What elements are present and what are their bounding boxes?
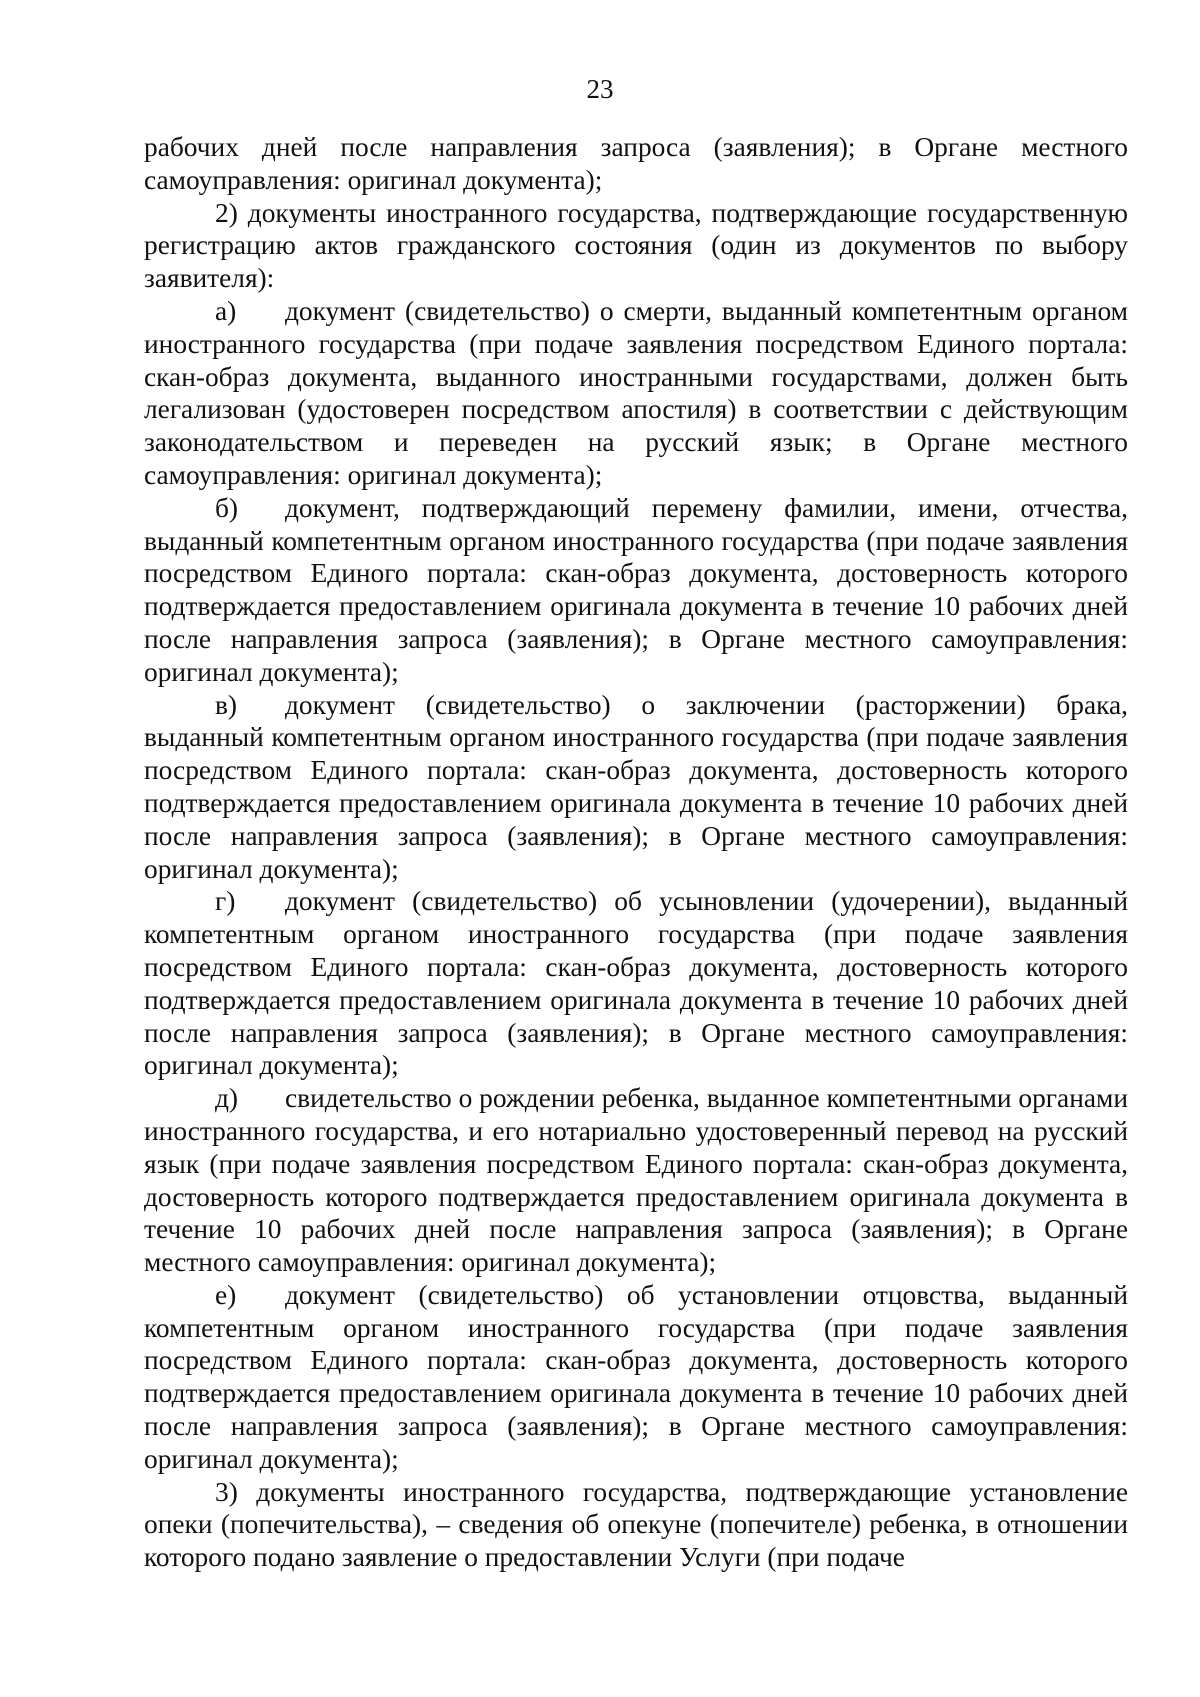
subitem-e-marker: е): [215, 1279, 237, 1310]
subitem-e: [144, 1279, 1128, 1476]
paragraph-item-2: 2) документы иностранного государства, подтверждающие государственную регистрацию актов гражданского состояния (один из документов по выбору заявителя):: [144, 197, 1128, 294]
subitem-d-marker: д): [215, 1083, 239, 1114]
document-body: [144, 131, 1128, 1574]
paragraph-continuation: рабочих дней после направления запроса (заявления); в Органе местного самоуправления: оригинал документа);: [144, 132, 1128, 195]
subitem-v: [144, 689, 1128, 886]
subitem-a: [144, 295, 1128, 492]
subitem-v-marker: в): [215, 689, 238, 720]
subitem-b-marker: б): [215, 492, 239, 523]
page-number: 23: [586, 74, 614, 104]
subitem-a-text: документ (свидетельство) о смерти, выданный компетентным органом иностранного государства (при подаче заявления посредством Единого портала: скан-образ документа, выданного иностранными государствами, должен быть легализован (удостоверен посредством апостиля) в соответствии с действующим законодательством и переведен на русский язык; в Органе местного самоуправления: оригинал документа);: [144, 295, 1128, 490]
subitem-d-text: свидетельство о рождении ребенка, выданное компетентными органами иностранного государства, и его нотариально удостоверенный перевод на русский язык (при подаче заявления посредством Единого портала: скан-образ документа, достоверность которого подтверждается предоставлением оригинала документа в течение 10 рабочих дней после направления запроса (заявления); в Органе местного самоуправления: оригинал документа);: [144, 1083, 1128, 1278]
subitem-b-text: документ, подтверждающий перемену фамилии, имени, отчества, выданный компетентным органом иностранного государства (при подаче заявления посредством Единого портала: скан-образ документа, достоверность которого подтверждается предоставлением оригинала документа в течение 10 рабочих дней после направления запроса (заявления); в Органе местного самоуправления: оригинал документа);: [144, 492, 1128, 687]
subitem-g-marker: г): [215, 886, 236, 917]
subitem-g: [144, 885, 1128, 1082]
subitem-b: [144, 492, 1128, 689]
subitem-d: [144, 1082, 1128, 1279]
subitem-g-text: документ (свидетельство) об усыновлении (удочерении), выданный компетентным органом иностранного государства (при подаче заявления посредством Единого портала: скан-образ документа, достоверность которого подтверждается предоставлением оригинала документа в течение 10 рабочих дней после направления запроса (заявления); в Органе местного самоуправления: оригинал документа);: [144, 886, 1128, 1081]
paragraph-item-3: 3) документы иностранного государства, подтверждающие установление опеки (попечительства), – сведения об опекуне (попечителе) ребенка, в отношении которого подано заявление о предоставлении Услуги (при подаче: [144, 1476, 1128, 1573]
subitem-e-text: документ (свидетельство) об установлении отцовства, выданный компетентным органом иностранного государства (при подаче заявления посредством Единого портала: скан-образ документа, достоверность которого подтверждается предоставлением оригинала документа в течение 10 рабочих дней после направления запроса (заявления); в Органе местного самоуправления: оригинал документа);: [144, 1279, 1128, 1474]
subitem-v-text: документ (свидетельство) о заключении (расторжении) брака, выданный компетентным органом иностранного государства (при подаче заявления посредством Единого портала: скан-образ документа, достоверность которого подтверждается предоставлением оригинала документа в течение 10 рабочих дней после направления запроса (заявления); в Органе местного самоуправления: оригинал документа);: [144, 689, 1128, 884]
subitem-a-marker: а): [215, 295, 237, 326]
